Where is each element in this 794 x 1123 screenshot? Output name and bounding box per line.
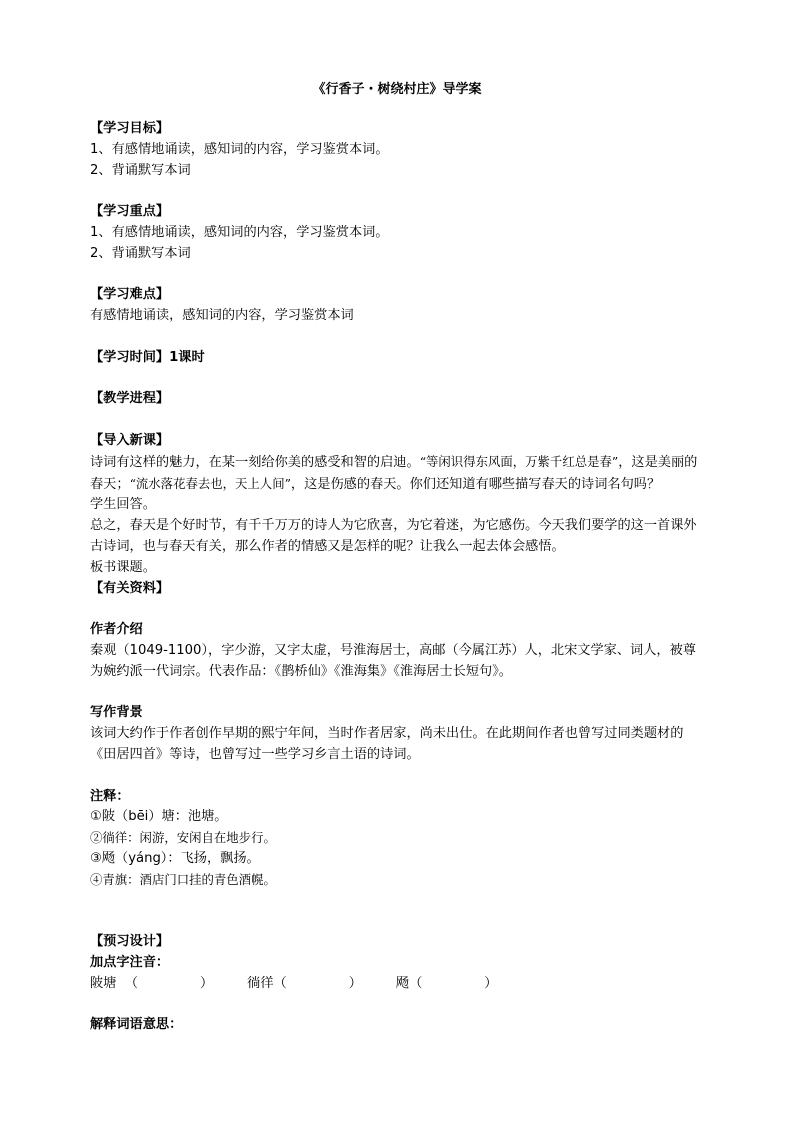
note-item: ①陂（bēi）塘：池塘。 [90,809,228,825]
materials-heading: 【有关资料】 [90,580,170,596]
preview-heading: 【预习设计】 [90,934,170,950]
goals-item: 2、背诵默写本词 [90,162,191,178]
note-item: ②徜徉：闲游，安闲自在地步行。 [90,830,276,846]
spacer [90,181,706,202]
note-item: ④青旗：酒店门口挂的青色酒幌。 [90,871,276,887]
open-paren: （ [409,975,423,991]
pinyin-word: 陂塘 [90,975,117,991]
difficulty-text: 有感情地诵读，感知词的内容，学习鉴赏本词 [90,308,354,324]
spacer [90,327,706,348]
pinyin-fill-row [90,974,706,995]
intro-text: ，这是伤感的春天。你们还知道有哪些描写春天的诗词名句吗？ [290,476,661,492]
difficulty-heading: 【学习难点】 [90,287,170,303]
open-paren: （ [124,975,138,991]
time-line: 【学习时间】1课时 [90,349,205,365]
intro-summary: 总之，春天是个好时节，有千千万万的诗人为它欣喜，为它着迷，为它感伤。今天我们要学的这一首课外古诗词，也与春天有关，那么作者的情感又是怎样的呢？让我么一起去体会感悟。 [90,518,697,554]
spacer [90,994,706,1015]
pinyin-word: 徜徉 [247,975,274,991]
notes-heading: 注释： [90,788,130,804]
goals-item: 1、有感情地诵读，感知词的内容，学习鉴赏本词。 [90,141,389,157]
intro-board-title: 板书课题。 [90,559,156,575]
author-heading: 作者介绍 [90,622,143,638]
focus-item: 1、有感情地诵读，感知词的内容，学习鉴赏本词。 [90,224,389,240]
pinyin-heading: 加点字注音： [90,954,170,970]
intro-student-answer: 学生回答。 [90,497,156,513]
intro-quote: “流水落花春去也，天上人间” [129,475,291,491]
close-paren: ） [348,975,362,991]
close-paren: ） [199,975,214,991]
spacer [90,410,706,431]
spacer [90,766,706,787]
close-paren: ） [484,975,498,991]
intro-heading: 【导入新课】 [90,432,170,448]
document-title: 《行香子・树绕村庄》导学案 [312,82,482,97]
focus-heading: 【学习重点】 [90,204,170,220]
background-text: 该词大约作于作者创作早期的熙宁年间，当时作者居家，尚未出仕。在此期间作者也曾写过同类题材的《田居四首》等诗，也曾写过一些学习乡言土语的诗词。 [90,726,684,762]
spacer [90,265,706,286]
note-item: ③飏（yáng）：飞扬，飘扬。 [90,850,260,866]
intro-text: 诗词有这样的魅力，在某一刻给你美的感受和智的启迪。 [90,454,420,470]
pinyin-word: 飏 [395,975,410,991]
intro-paragraph [90,452,706,496]
spacer [90,599,706,620]
explain-heading: 解释词语意思： [90,1017,183,1033]
intro-text: ，这是美丽的春天； [90,454,698,492]
spacer [90,369,706,390]
spacer [90,911,706,932]
spacer [90,890,706,911]
author-text: 秦观（1049-1100），字少游，又字太虚，号淮海居士，高邮（今属江苏）人，北宋文学家、词人，被尊为婉约派一代词宗。代表作品：《鹊桥仙》《淮海集》《淮海居士长短句》。 [90,642,696,679]
document-body [90,119,706,1036]
background-heading: 写作背景 [90,705,143,721]
goals-heading: 【学习目标】 [90,121,170,136]
intro-quote: “等闲识得东风面，万紫千红总是春” [419,453,619,469]
open-paren: （ [273,975,287,991]
focus-item: 2、背诵默写本词 [90,245,191,261]
spacer [90,683,706,704]
process-heading: 【教学进程】 [90,391,170,407]
pinyin-fill-item [396,974,498,995]
pinyin-fill-item [247,974,362,995]
pinyin-fill-item [90,974,213,995]
